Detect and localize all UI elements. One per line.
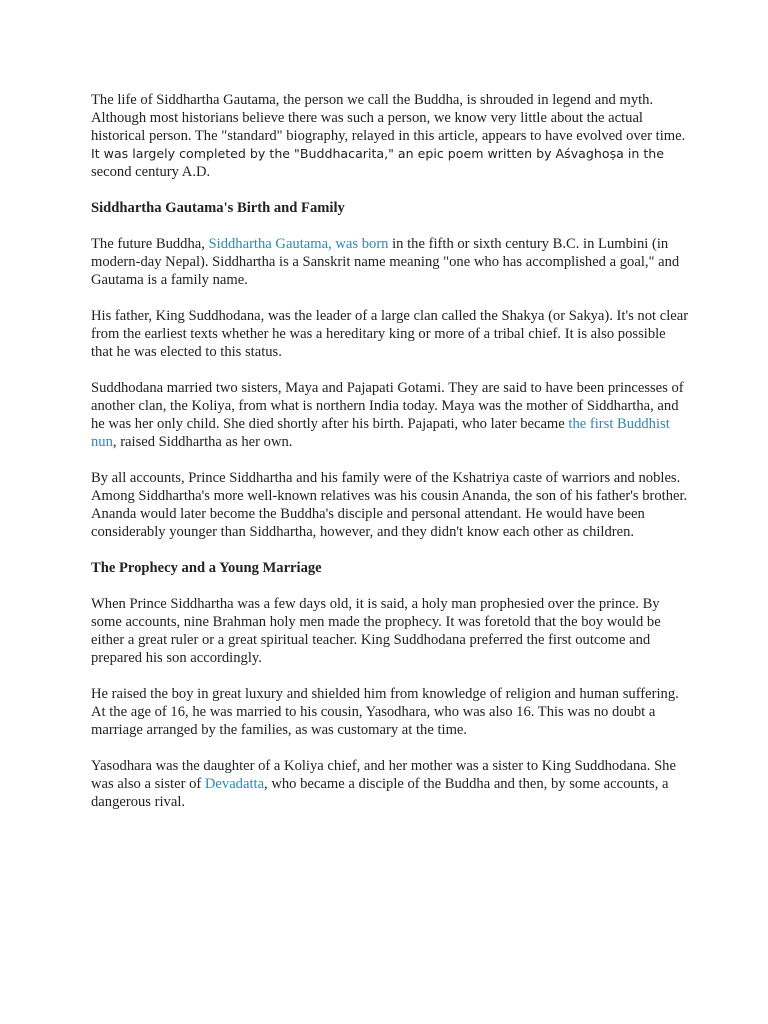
paragraph-intro <box>91 91 691 181</box>
paragraph-future-buddha <box>91 235 691 289</box>
paragraph-mother-end: , raised Siddhartha as her own. <box>112 434 293 450</box>
paragraph-prophecy: When Prince Siddhartha was a few days old, it is said, a holy man prophesied over the prince. By some accounts, nine Brahman holy men made the prophecy. It was foretold that the boy would be either a great ruler or a great spiritual teacher. King Suddhodana preferred the first outcome and prepared his son accordingly. <box>91 596 661 666</box>
link-first-buddhist-nun[interactable]: the first Buddhist nun <box>91 416 670 450</box>
paragraph-intro-text: The life of Siddhartha Gautama, the person we call the Buddha, is shrouded in legend and myth. Although most historians believe there was such a person, we know very little about the actual historical person. The "standard" biography, relayed in this article, appears to have evolved over time. <box>91 92 686 144</box>
paragraph-yasodhara-end: , who became a disciple of the Buddha and then, by some accounts, a dangerous rival. <box>91 776 669 810</box>
article-body <box>91 91 691 829</box>
paragraph-yasodhara <box>91 757 691 811</box>
paragraph-intro-end: second century A.D. <box>91 164 211 180</box>
paragraph-intro-sans-text: It was largely completed by the "Buddhacarita," an epic poem written by Aśvaghoṣa in the <box>91 146 665 161</box>
paragraph-father: His father, King Suddhodana, was the leader of a large clan called the Shakya (or Sakya). It's not clear from the earliest texts whether he was a hereditary king or more of a tribal chief. It is also possible that he was elected to this status. <box>91 308 689 360</box>
paragraph-marriage: He raised the boy in great luxury and shielded him from knowledge of religion and human suffering. At the age of 16, he was married to his cousin, Yasodhara, who was also 16. This was no doubt a marriage arranged by the families, as was customary at the time. <box>91 686 679 738</box>
section-heading-prophecy: The Prophecy and a Young Marriage <box>91 560 322 576</box>
link-devadatta[interactable]: Devadatta <box>204 776 265 792</box>
section-heading-birth-family: Siddhartha Gautama's Birth and Family <box>91 200 345 216</box>
paragraph-yasodhara-start: Yasodhara was the daughter of a Koliya chief, and her mother was a sister to King Suddhodana. She was also a sister of <box>91 758 676 792</box>
link-siddhartha-born[interactable]: Siddhartha Gautama, was born <box>208 236 389 252</box>
paragraph-mother <box>91 379 691 451</box>
paragraph-caste: By all accounts, Prince Siddhartha and his family were of the Kshatriya caste of warriors and nobles. Among Siddhartha's more well-known relatives was his cousin Ananda, the son of his father's brother. Ananda would later become the Buddha's disciple and personal attendant. He would have been considerably younger than Siddhartha, however, and they didn't know each other as children. <box>91 470 688 540</box>
paragraph-future-buddha-start: The future Buddha, <box>91 236 209 252</box>
paragraph-mother-start: Suddhodana married two sisters, Maya and Pajapati Gotami. They are said to have been princesses of another clan, the Koliya, from what is northern India today. Maya was the mother of Siddhartha, and he was her only child. She died shortly after his birth. Pajapati, who later became <box>91 380 684 432</box>
paragraph-future-buddha-end: in the fifth or sixth century B.C. in Lumbini (in modern-day Nepal). Siddhartha is a Sanskrit name meaning "one who has accomplished a goal," and Gautama is a family name. <box>91 236 680 288</box>
